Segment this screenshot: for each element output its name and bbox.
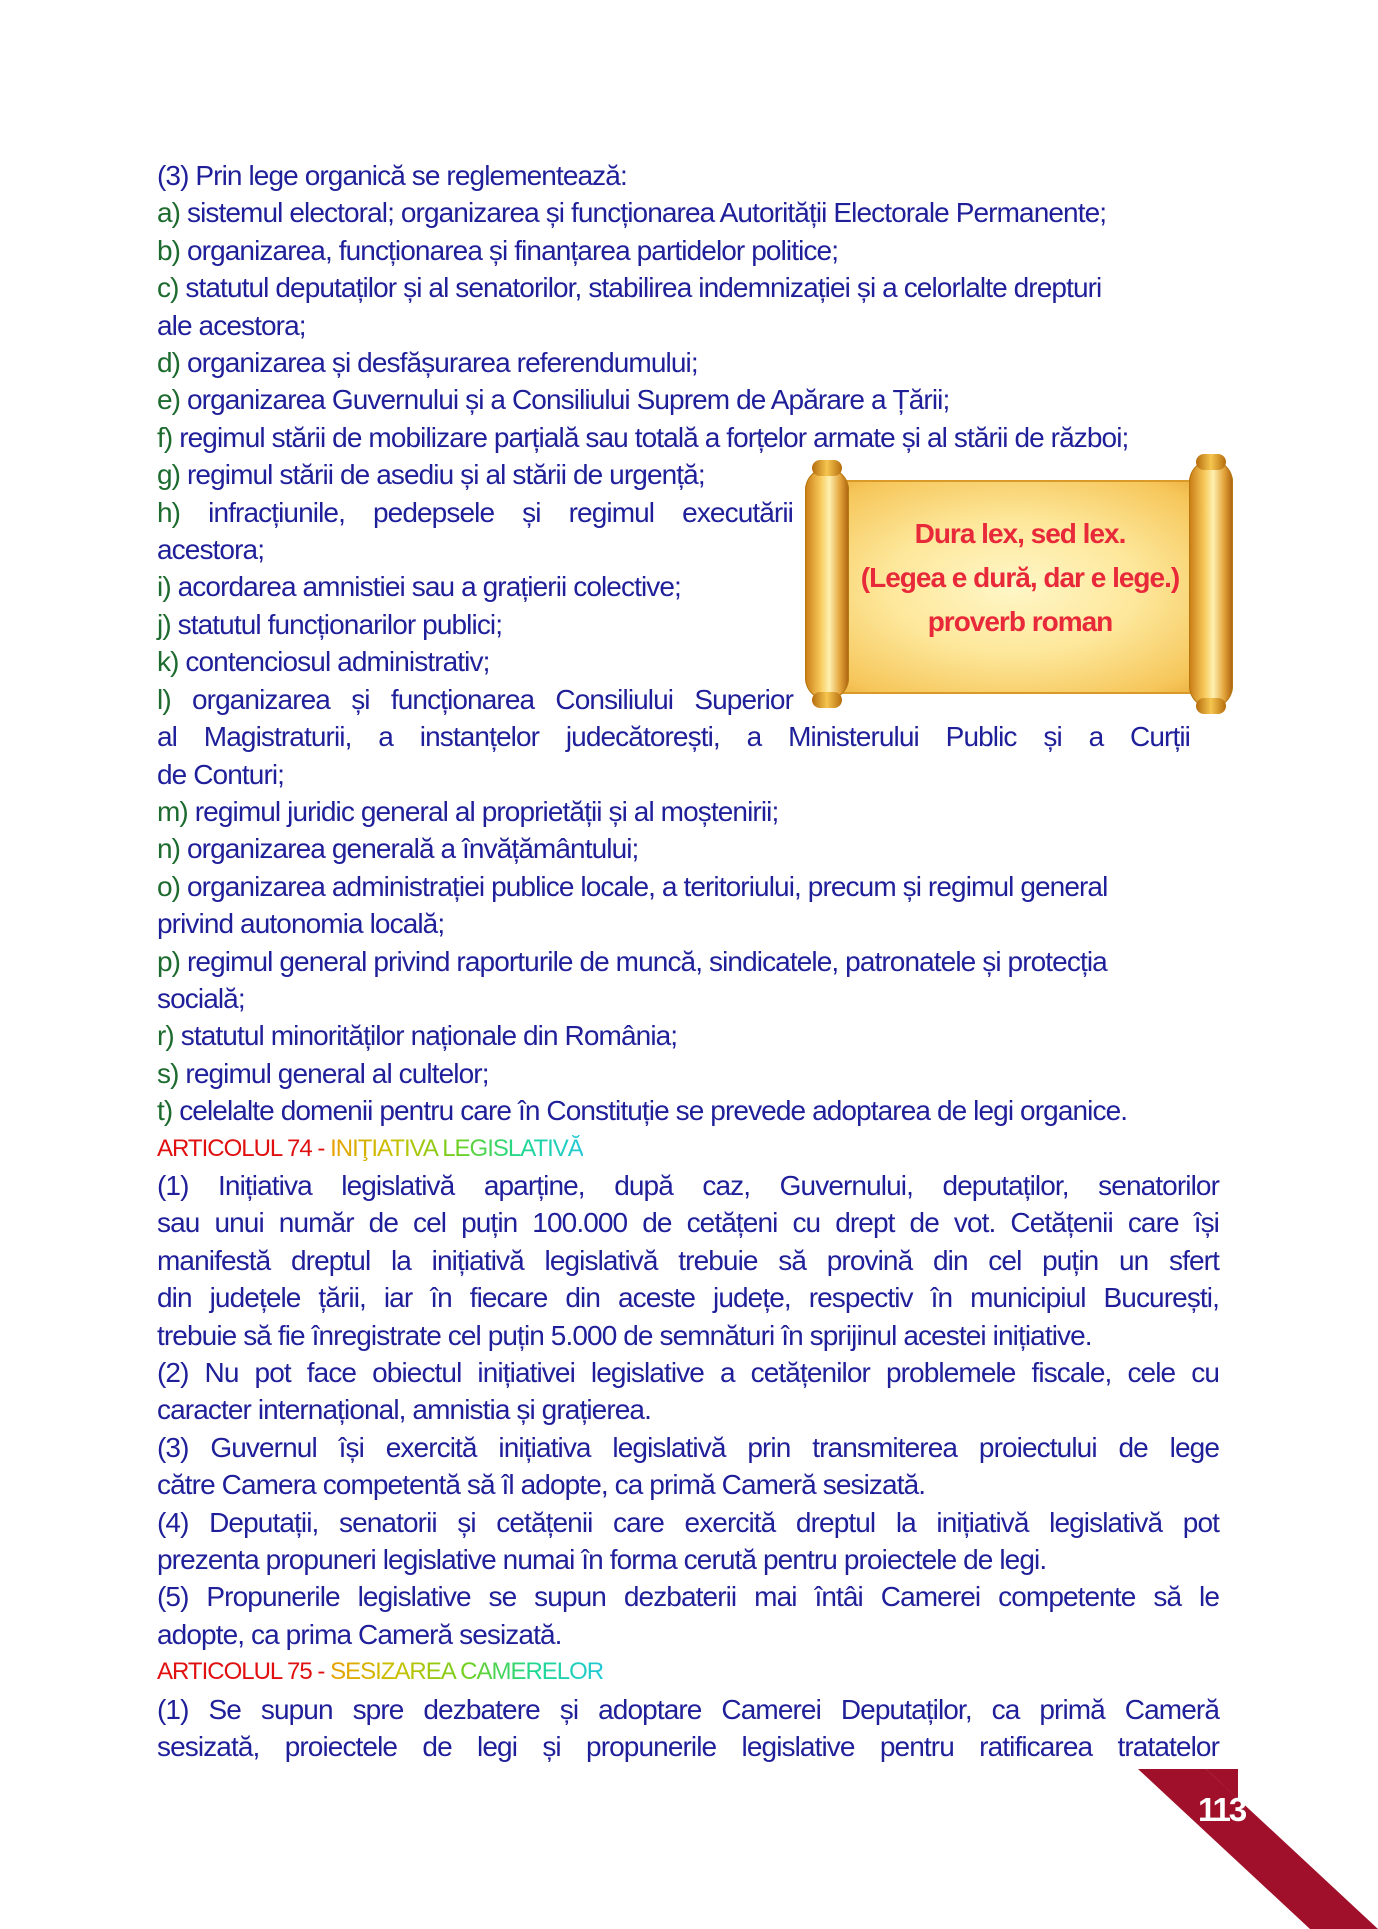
item-label: m) [157,795,188,827]
article-74-heading [157,1130,1219,1167]
list-item: m) regimul juridic general al proprietății și al moștenirii; [157,795,779,827]
text-line: adopte, ca prima Cameră sesizată. [157,1618,562,1650]
list-item: p) regimul general privind raporturile de muncă, sindicatele, patronatele și protecția [157,945,1107,977]
item-label: f) [157,421,173,453]
proverb-latin: Dura lex, sed lex. [914,518,1126,549]
list-item: e) organizarea Guvernului și a Consiliului Suprem de Apărare a Țării; [157,384,950,416]
list-item: t) celelalte domenii pentru care în Constituție se prevede adoptarea de legi organice. [157,1095,1128,1127]
text-line: sesizată, proiectele de legi și propunerile legislative pentru ratificarea tratatelor [157,1731,1219,1763]
proverb-translation: (Legea e dură, dar e lege.) [860,562,1180,593]
text-line: (3) Prin lege organică se reglementează: [157,160,627,191]
text-line: prezenta propuneri legislative numai în forma cerută pentru proiectele de legi. [157,1544,1047,1576]
list-item: r) statutul minorităților naționale din România; [157,1020,678,1052]
item-label: i) [157,571,171,603]
item-label: h) [157,496,181,528]
scroll-cap [812,460,842,476]
proverb-text [845,512,1195,644]
list-item: j) statutul funcționarilor publici; [157,608,503,640]
page-number: 113 [1198,1791,1246,1828]
item-label: a) [157,197,181,229]
page-body-text [157,157,1219,1765]
list-item: b) organizarea, funcționarea și finanțarea partidelor politice; [157,234,839,266]
text-line: către Camera competentă să îl adopte, ca primă Cameră sesizată. [157,1469,926,1501]
text-line: (2) Nu pot face obiectul inițiativei legislative a cetățenilor problemele fiscale, cele cu [157,1357,1219,1388]
text-line: din județele țării, iar în fiecare din aceste județe, respectiv în municipiul București, [157,1282,1219,1314]
proverb-source: proverb roman [927,606,1113,637]
item-label: e) [157,384,181,416]
text-line: caracter internațional, amnistia și grațierea. [157,1394,651,1426]
article-75-heading [157,1653,1219,1690]
list-item: c) statutul deputaților și al senatorilor, stabilirea indemnizației și a celorlalte drepturi [157,272,1102,304]
item-label: l) [157,683,171,715]
item-label: g) [157,459,181,491]
list-item: o) organizarea administrației publice locale, a teritoriului, precum și regimul general [157,870,1108,902]
item-label: j) [157,608,171,640]
item-label: t) [157,1095,173,1127]
scroll-roll-right [1189,460,1233,708]
text-line: acestora; [157,534,265,566]
scroll-cap [1196,454,1226,470]
item-label: d) [157,347,181,379]
text-line: de Conturi; [157,758,285,790]
quote-scroll [805,460,1233,708]
article-title: SESIZAREA CAMERELOR [330,1658,604,1686]
article-number: ARTICOLUL 74 - [157,1134,331,1162]
text-line: sau unui număr de cel puțin 100.000 de cetățeni cu drept de vot. Cetățenii care își [157,1207,1219,1239]
item-label: o) [157,870,181,902]
list-item: n) organizarea generală a învățământului; [157,833,639,865]
scroll-roll-left [805,468,849,700]
list-item: h) infracțiunile, pedepsele și regimul executării [157,496,793,528]
list-item: s) regimul general al cultelor; [157,1057,489,1089]
list-item: d) organizarea și desfășurarea referendumului; [157,347,698,379]
list-item: i) acordarea amnistiei sau a grațierii colective; [157,571,681,603]
text-line: al Magistraturii, a instanțelor judecătorești, a Ministerului Public și a Curții [157,721,1190,753]
scroll-cap [1196,698,1226,714]
list-item: k) contenciosul administrativ; [157,646,490,678]
list-item: g) regimul stării de asediu și al stării de urgență; [157,459,705,491]
text-line: (3) Guvernul își exercită inițiativa legislativă prin transmiterea proiectului de lege [157,1431,1219,1463]
item-label: p) [157,945,181,977]
text-line: privind autonomia locală; [157,908,445,940]
list-item: a) sistemul electoral; organizarea și funcționarea Autorității Electorale Permanente; [157,197,1107,229]
text-line: trebuie să fie înregistrate cel puțin 5.000 de semnături în sprijinul acestei inițiative. [157,1319,1092,1351]
text-line: (4) Deputații, senatorii și cetățenii care exercită dreptul la inițiativă legislativă pot [157,1506,1219,1538]
item-label: c) [157,272,179,304]
text-line: manifestă dreptul la inițiativă legislativă trebuie să provină din cel puțin un sfert [157,1244,1219,1276]
text-line: socială; [157,982,245,1014]
scroll-cap [812,692,842,708]
item-label: k) [157,646,179,678]
text-line: (1) Inițiativa legislativă aparține, după caz, Guvernului, deputaților, senatorilor [157,1169,1219,1201]
item-label: b) [157,234,181,266]
item-label: n) [157,833,181,865]
text-line: (1) Se supun spre dezbatere și adoptare Camerei Deputaților, ca primă Cameră [157,1693,1219,1725]
article-title: INIŢIATIVA LEGISLATIVĂ [330,1134,583,1162]
item-label: r) [157,1020,174,1052]
text-line: (5) Propunerile legislative se supun dezbaterii mai întâi Camerei competente să le [157,1581,1219,1613]
article-number: ARTICOLUL 75 - [157,1658,331,1686]
item-label: s) [157,1057,179,1089]
text-line: ale acestora; [157,309,306,341]
list-item: l) organizarea și funcționarea Consiliului Superior [157,683,793,715]
list-item: f) regimul stării de mobilizare parțială sau totală a forțelor armate și al stării de război; [157,421,1129,453]
